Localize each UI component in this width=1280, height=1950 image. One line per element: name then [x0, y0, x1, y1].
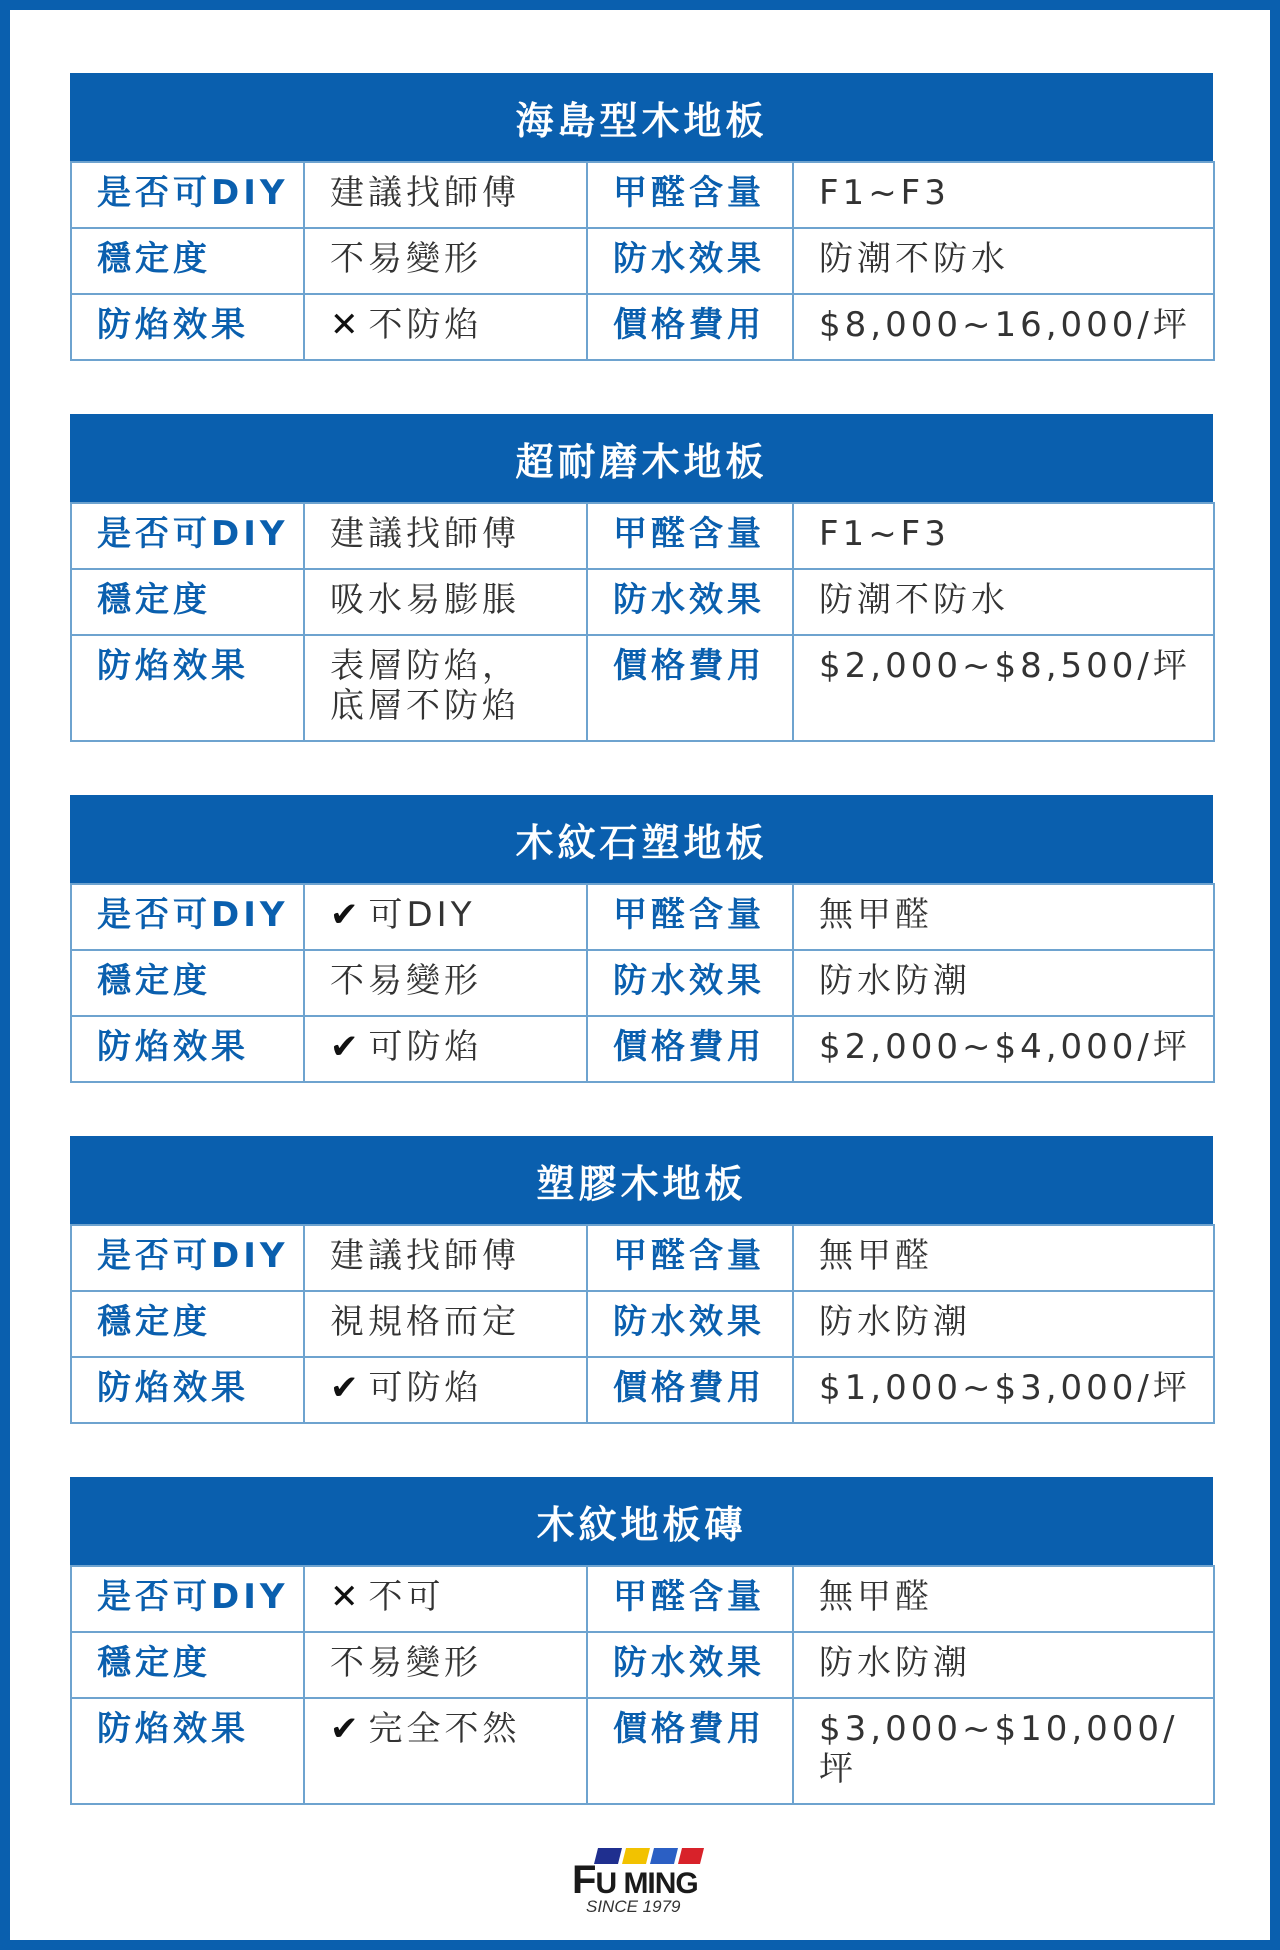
stability-value: 不易變形 — [304, 1632, 587, 1698]
table-row — [71, 1357, 1214, 1423]
section-1-island-wood-floor — [70, 73, 1213, 361]
fire-value-cell — [304, 635, 587, 741]
price-label: 價格費用 — [587, 635, 793, 741]
section-3-wood-grain-spc-floor — [70, 795, 1213, 1083]
section-4-plastic-wood-floor — [70, 1136, 1213, 1424]
table-row — [71, 1698, 1214, 1804]
formaldehyde-value: 無甲醛 — [793, 1225, 1214, 1291]
diy-value: 不可 — [368, 1577, 445, 1617]
diy-value: 可DIY — [368, 895, 476, 935]
fire-label: 防焰效果 — [71, 1016, 304, 1082]
waterproof-value: 防潮不防水 — [793, 569, 1214, 635]
fire-value: 可防焰 — [368, 1368, 483, 1408]
spec-table — [70, 502, 1215, 742]
diy-label: 是否可DIY — [71, 1225, 304, 1291]
logo-tagline: SINCE 1979 — [586, 1897, 681, 1916]
table-row — [71, 1225, 1214, 1291]
formaldehyde-value: 無甲醛 — [793, 884, 1214, 950]
fire-value-cell — [304, 1016, 587, 1082]
waterproof-value: 防潮不防水 — [793, 228, 1214, 294]
fuming-logo — [572, 1844, 708, 1920]
fire-value-line-2: 底層不防焰 — [330, 686, 520, 726]
spec-table — [70, 883, 1215, 1083]
table-row — [71, 569, 1214, 635]
fire-label: 防焰效果 — [71, 294, 304, 360]
fire-value-cell — [304, 294, 587, 360]
diy-label: 是否可DIY — [71, 162, 304, 228]
table-row — [71, 1291, 1214, 1357]
check-mark-icon: ✔ — [330, 895, 363, 935]
price-label: 價格費用 — [587, 1698, 793, 1804]
logo-brand: FU MING — [572, 1858, 698, 1902]
price-value: $2,000~$8,500/坪 — [793, 635, 1214, 741]
diy-label: 是否可DIY — [71, 1566, 304, 1632]
section-2-wear-resistant-floor — [70, 414, 1213, 742]
table-row — [71, 1016, 1214, 1082]
fire-value: 完全不然 — [368, 1709, 521, 1749]
section-5-wood-grain-tile — [70, 1477, 1213, 1805]
formaldehyde-label: 甲醛含量 — [587, 884, 793, 950]
waterproof-label: 防水效果 — [587, 228, 793, 294]
spec-table — [70, 161, 1215, 361]
table-row — [71, 635, 1214, 741]
stability-value: 不易變形 — [304, 950, 587, 1016]
price-label: 價格費用 — [587, 1357, 793, 1423]
fire-value-cell — [304, 1357, 587, 1423]
formaldehyde-label: 甲醛含量 — [587, 1566, 793, 1632]
diy-value-cell — [304, 1566, 587, 1632]
fire-value-cell — [304, 1698, 587, 1804]
table-row — [71, 1566, 1214, 1632]
formaldehyde-value: 無甲醛 — [793, 1566, 1214, 1632]
price-value-cell — [793, 1698, 1214, 1804]
table-row — [71, 1632, 1214, 1698]
check-mark-icon: ✔ — [330, 1027, 363, 1067]
price-label: 價格費用 — [587, 294, 793, 360]
fire-value: 不防焰 — [368, 305, 483, 345]
formaldehyde-label: 甲醛含量 — [587, 503, 793, 569]
stability-label: 穩定度 — [71, 228, 304, 294]
fire-label: 防焰效果 — [71, 1357, 304, 1423]
check-mark-icon: ✔ — [330, 1368, 363, 1408]
table-row — [71, 162, 1214, 228]
table-row — [71, 503, 1214, 569]
section-title: 木紋地板磚 — [70, 1477, 1213, 1565]
stability-value: 視規格而定 — [304, 1291, 587, 1357]
formaldehyde-value: F1~F3 — [793, 162, 1214, 228]
price-value: $2,000~$4,000/坪 — [793, 1016, 1214, 1082]
price-value-line-1: $3,000~$10,000/ — [819, 1709, 1179, 1749]
waterproof-label: 防水效果 — [587, 569, 793, 635]
stability-label: 穩定度 — [71, 1291, 304, 1357]
table-row — [71, 884, 1214, 950]
spec-table — [70, 1565, 1215, 1805]
price-label: 價格費用 — [587, 1016, 793, 1082]
diy-label: 是否可DIY — [71, 503, 304, 569]
fire-label: 防焰效果 — [71, 635, 304, 741]
table-row — [71, 294, 1214, 360]
waterproof-value: 防水防潮 — [793, 1291, 1214, 1357]
stability-label: 穩定度 — [71, 569, 304, 635]
section-title: 超耐磨木地板 — [70, 414, 1213, 502]
x-mark-icon: ✕ — [330, 305, 363, 345]
price-value: $8,000~16,000/坪 — [793, 294, 1214, 360]
diy-value: 建議找師傅 — [304, 1225, 587, 1291]
spec-table — [70, 1224, 1215, 1424]
stability-label: 穩定度 — [71, 1632, 304, 1698]
section-title: 海島型木地板 — [70, 73, 1213, 161]
stability-label: 穩定度 — [71, 950, 304, 1016]
x-mark-icon: ✕ — [330, 1577, 363, 1617]
formaldehyde-value: F1~F3 — [793, 503, 1214, 569]
stability-value: 不易變形 — [304, 228, 587, 294]
formaldehyde-label: 甲醛含量 — [587, 1225, 793, 1291]
diy-label: 是否可DIY — [71, 884, 304, 950]
waterproof-label: 防水效果 — [587, 950, 793, 1016]
waterproof-value: 防水防潮 — [793, 1632, 1214, 1698]
diy-value: 建議找師傅 — [304, 162, 587, 228]
table-row — [71, 950, 1214, 1016]
diy-value-cell — [304, 884, 587, 950]
waterproof-value: 防水防潮 — [793, 950, 1214, 1016]
price-value: $1,000~$3,000/坪 — [793, 1357, 1214, 1423]
price-value-line-2: 坪 — [819, 1749, 857, 1789]
fire-label: 防焰效果 — [71, 1698, 304, 1804]
stability-value: 吸水易膨脹 — [304, 569, 587, 635]
fire-value-line-1: 表層防焰， — [330, 646, 520, 686]
check-mark-icon: ✔ — [330, 1709, 363, 1749]
waterproof-label: 防水效果 — [587, 1632, 793, 1698]
section-title: 塑膠木地板 — [70, 1136, 1213, 1224]
section-title: 木紋石塑地板 — [70, 795, 1213, 883]
diy-value: 建議找師傅 — [304, 503, 587, 569]
table-row — [71, 228, 1214, 294]
formaldehyde-label: 甲醛含量 — [587, 162, 793, 228]
fire-value: 可防焰 — [368, 1027, 483, 1067]
waterproof-label: 防水效果 — [587, 1291, 793, 1357]
